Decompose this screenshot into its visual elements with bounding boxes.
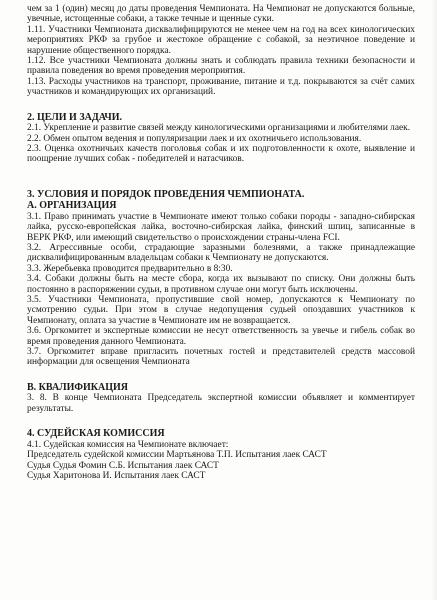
paragraph-1-12: 1.12. Все участники Чемпионата должны знать и соблюдать правила техники безопасности и правила поведения во время проведения мероприятия. bbox=[27, 56, 415, 77]
judge-line-fomin: Судья Судья Фомин С.Б. Испытания лаек САСТ bbox=[27, 460, 219, 471]
paragraph-3-3: 3.3. Жеребьевка проводится предварительно в 8:30. bbox=[27, 263, 233, 274]
section-3-subheading: А. ОРГАНИЗАЦИЯ bbox=[27, 200, 117, 212]
paragraph-2-2: 2.2. Обмен опытом ведения и популяризации лаек и их охотничьего использования. bbox=[27, 133, 362, 144]
paragraph-2-1: 2.1. Укрепление и развитие связей между кинологическими организациями и любителями лаек. bbox=[27, 123, 411, 134]
judge-line-kharitonova: Судья Харитонова И. Испытания лаек САСТ bbox=[27, 470, 206, 481]
paragraph-3-5: 3.5. Участники Чемпионата, пропустившие свой номер, допускаются к Чемпионату по усмотрению судьи. При этом в случае недопущения судьей опоздавших участников к Чемпионату, оплата за участие в Чемпионате им не возвращается. bbox=[27, 295, 415, 326]
section-4-heading: 4. СУДЕЙСКАЯ КОМИССИЯ bbox=[27, 428, 165, 440]
paragraph-3-2: 3.2. Агрессивные особи, страдающие заразными болезнями, а также принадлежащие дисквалифицированным владельцам собаки к Чемпионату не допускаются. bbox=[27, 243, 415, 264]
paragraph-4-1: 4.1. Судейская комиссия на Чемпионате включает: bbox=[27, 439, 229, 450]
section-b-heading: В. КВАЛИФИКАЦИЯ bbox=[27, 381, 129, 393]
paragraph-3-6: 3.6. Оргкомитет и экспертные комиссии не несут ответственность за увечье и гибель собак во время проведения данного Чемпионата. bbox=[27, 326, 415, 347]
paragraph-1-11: 1.11. Участники Чемпионата дисквалифицируются не менее чем на год на всех кинологических мероприятиях РКФ за грубое и жестокое обращение с собакой, за неэтичное поведение и нарушение общественного порядка. bbox=[27, 24, 415, 56]
judge-chairman-line: Председатель судейской комиссии Мартьянова Т.П. Испытания лаек САСТ bbox=[27, 450, 327, 461]
paragraph-3-1: 3.1. Право принимать участие в Чемпионате имеют только собаки породы - западно-сибирская лайка, русско-европейская лайка, восточно-сибирская лайка, финский шпиц, записанные в ВЕРК РКФ, или имеющий свидетельство о происхождении страны-члена FCI. bbox=[27, 211, 415, 243]
section-3-heading: 3. УСЛОВИЯ И ПОРЯДОК ПРОВЕДЕНИЯ ЧЕМПИОНАТА. bbox=[27, 188, 305, 200]
paragraph-3-8: 3. 8. В конце Чемпионата Председатель экспертной комиссии объявляет и комментирует результаты. bbox=[27, 393, 415, 414]
paragraph-1-13: 1.13. Расходы участников на транспорт, проживание, питание и т.д. покрываются за счёт самих участников и командирующих их организаций. bbox=[27, 76, 415, 98]
paragraph-3-4: 3.4. Собаки должны быть на месте сбора, когда их вызывают по списку. Они должны быть постоянно в распоряжении судьи, в противном случае они могут быть исключены. bbox=[27, 274, 415, 295]
paragraph-3-7: 3.7. Оргкомитет вправе пригласить почетных гостей и представителей средств массовой информации для освещения Чемпионата bbox=[27, 347, 415, 368]
paragraph-1-10-cont: чем за 1 (один) месяц до даты проведения Чемпионата. На Чемпионат не допускаются больные, увечные, истощенные собаки, а также течные и щенные суки. bbox=[27, 4, 415, 25]
paragraph-2-3: 2.3. Оценка охотничьих качеств поголовья собак и их подготовленности к охоте, выявление и поощрение лучших собак - победителей и натасчиков. bbox=[27, 143, 415, 165]
section-2-heading: 2. ЦЕЛИ И ЗАДАЧИ. bbox=[27, 111, 123, 123]
